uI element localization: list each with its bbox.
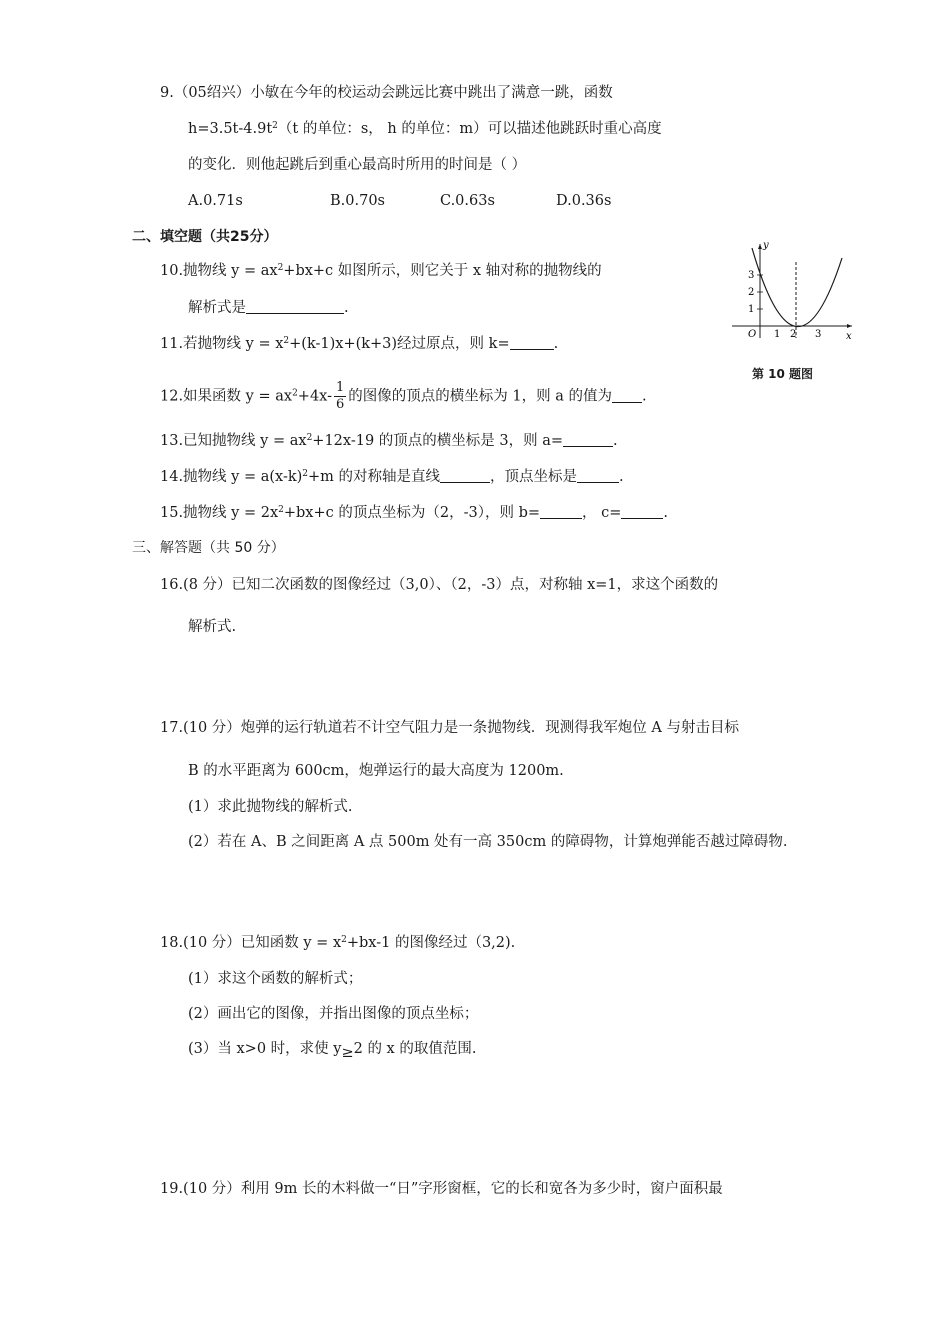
q10-text-b: +bx+c 如图所示，则它关于 x 轴对称的抛物线的 <box>283 263 602 279</box>
q12-answer-blank[interactable] <box>612 388 642 403</box>
x-axis-label: x <box>846 331 852 340</box>
q13-period: . <box>613 433 618 449</box>
q14-vertex-blank[interactable] <box>577 468 619 483</box>
q9-option-a: A.0.71s <box>188 193 243 209</box>
y-tick-label-1: 1 <box>748 304 755 315</box>
q11-text-b: +(k-1)x+(k+3)经过原点，则 k= <box>289 336 510 352</box>
q12-period: . <box>641 388 647 405</box>
q14-text-a: 14.抛物线 y = a(x-k) <box>160 469 303 485</box>
q9-line1: 9.（05绍兴）小敏在今年的校运动会跳远比赛中跳出了满意一跳，函数 <box>160 85 613 101</box>
q14-text-c: ，顶点坐标是 <box>490 469 578 485</box>
q9-line3: 的变化．则他起跳后到重心最高时所用的时间是（ ） <box>188 157 527 173</box>
q13-text-b: +12x-19 的顶点的横坐标是 3，则 a= <box>312 433 564 449</box>
q15-exponent: 2 <box>278 505 284 515</box>
q17-sub2: (2）若在 A、B 之间距离 A 点 500m 处有一高 350cm 的障碍物，计算炮弹能否越过障碍物. <box>188 834 788 850</box>
q12-numerator: 1 <box>336 380 345 395</box>
q12-fraction <box>334 380 346 413</box>
q15-period: . <box>663 505 669 521</box>
q10-answer-blank[interactable] <box>246 299 344 314</box>
q18-sub3-text-b: 2 的 x 的取值范围. <box>353 1041 477 1057</box>
q18-sub3 <box>188 1039 476 1063</box>
q11-answer-blank[interactable] <box>510 335 554 350</box>
q18-exponent: 2 <box>341 935 347 945</box>
q11-line <box>160 334 558 354</box>
q11-period: . <box>553 336 559 352</box>
q15-text-a: 15.抛物线 y = 2x <box>160 505 279 521</box>
q15-text-c: ， c= <box>582 505 622 521</box>
q12-text-b: +4x- <box>297 388 332 405</box>
q15-line <box>160 503 668 523</box>
q18-text-b: +bx-1 的图像经过（3,2). <box>346 935 516 951</box>
q14-axis-blank[interactable] <box>440 468 490 483</box>
q16-line2: 解析式. <box>188 619 237 635</box>
q10-text-a: 10.抛物线 y = ax <box>160 263 278 279</box>
q10-line1 <box>160 261 602 281</box>
q12-text-a: 12.如果函数 y = ax <box>160 388 293 405</box>
q17-sub1: (1）求此抛物线的解析式. <box>188 799 353 815</box>
q18-sub3-text-a: (3）当 x>0 时，求使 y <box>188 1041 342 1057</box>
x-tick-label-2: 2 <box>790 329 797 340</box>
q12-text-c: 的图像的顶点的横坐标为 1，则 a 的值为 <box>348 388 612 405</box>
q10-exponent: 2 <box>277 263 284 273</box>
x-tick-label-3: 3 <box>815 329 822 340</box>
q9-formula: h=3.5t-4.9t <box>188 121 273 137</box>
x-axis-arrow <box>847 324 852 328</box>
q13-exponent: 2 <box>306 433 313 443</box>
y-axis-label: y <box>763 240 769 251</box>
q14-line <box>160 467 624 487</box>
y-tick-label-2: 2 <box>748 287 755 298</box>
q16-line1: 16.(8 分）已知二次函数的图像经过（3,0）、（2，-3）点，对称轴 x=1，求这个函数的 <box>160 577 719 593</box>
q18-line1 <box>160 933 515 953</box>
q18-text-a: 18.(10 分）已知函数 y = x <box>160 935 342 951</box>
origin-label: O <box>748 329 757 340</box>
q9-units: （t 的单位：s， h 的单位：m）可以描述他跳跃时重心高度 <box>277 121 662 137</box>
q18-sub1: (1）求这个函数的解析式； <box>188 971 363 987</box>
q10-line2 <box>188 298 349 318</box>
q17-line2: B 的水平距离为 600cm，炮弹运行的最大高度为 1200m. <box>188 763 564 779</box>
q18-geq-symbol: ≥ <box>341 1045 354 1061</box>
q15-c-blank[interactable] <box>621 504 663 519</box>
x-tick-label-1: 1 <box>774 329 781 340</box>
section-2-heading: 二、填空题（共25分） <box>132 229 278 245</box>
q12-exponent: 2 <box>292 388 298 399</box>
q9-option-b: B.0.70s <box>330 193 385 209</box>
q9-line2 <box>188 119 662 139</box>
q18-sub2: (2）画出它的图像，并指出图像的顶点坐标； <box>188 1006 479 1022</box>
q10-parabola-figure <box>728 240 858 340</box>
q13-line <box>160 431 618 451</box>
q12-denominator: 6 <box>336 397 345 412</box>
y-axis-arrow <box>758 244 762 249</box>
q9-options <box>188 191 688 211</box>
q17-line1: 17.(10 分）炮弹的运行轨道若不计空气阻力是一条抛物线．现测得我军炮位 A 与射击目标 <box>160 720 739 736</box>
q9-option-d: D.0.36s <box>556 193 612 209</box>
q13-answer-blank[interactable] <box>563 432 613 447</box>
q10-prompt: 解析式是 <box>188 300 246 316</box>
q10-period: . <box>344 300 349 316</box>
q19-line1: 19.(10 分）利用 9m 长的木料做一“日”字形窗框，它的长和宽各为多少时，窗户面积最 <box>160 1181 723 1197</box>
q11-text-a: 11.若抛物线 y = x <box>160 336 284 352</box>
q14-period: . <box>619 469 624 485</box>
q12-line <box>160 380 647 413</box>
q13-text-a: 13.已知抛物线 y = ax <box>160 433 307 449</box>
q9-exponent: 2 <box>272 121 278 131</box>
section-3-heading: 三、解答题（共 50 分） <box>132 540 285 556</box>
q15-text-b: +bx+c 的顶点坐标为（2，-3），则 b= <box>283 505 541 521</box>
y-tick-label-3: 3 <box>748 270 755 281</box>
figure-caption: 第 10 题图 <box>752 367 814 381</box>
q14-text-b: +m 的对称轴是直线 <box>308 469 441 485</box>
q14-exponent: 2 <box>302 469 309 479</box>
parabola-curve <box>752 248 842 327</box>
q11-exponent: 2 <box>283 336 290 346</box>
q9-option-c: C.0.63s <box>440 193 495 209</box>
q15-b-blank[interactable] <box>540 504 582 519</box>
